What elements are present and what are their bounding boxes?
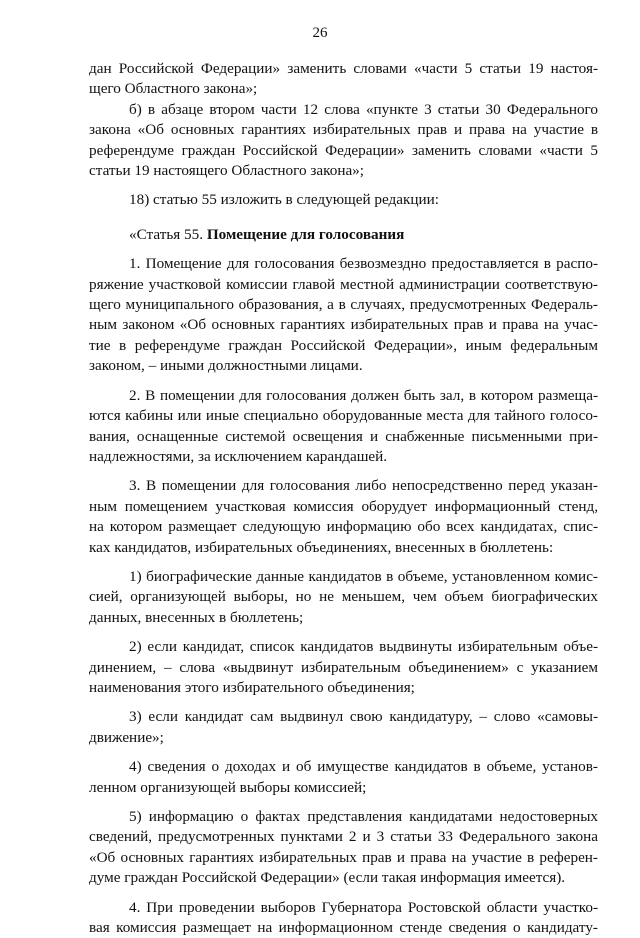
paragraph [89,757,598,798]
text-line: 2) если кандидат, список кандидатов выдвинуты избирательным объе- [129,638,598,656]
text-line: движение»; [89,728,164,746]
paragraph [89,637,598,698]
text-line: 4) сведения о доходах и об имуществе кандидатов в объеме, установ- [129,758,598,776]
text-line: ются кабины или иные специально оборудованные места для тайного голосо- [89,407,598,425]
text-line: б) в абзаце втором части 12 слова «пункте 3 статьи 30 Федерального [129,100,598,118]
text-line: дан Российской Федерации» заменить словами «части 5 статьи 19 настоя- [89,60,598,77]
text-line: 1. Помещение для голосования безвозмездно предоставляется в распо- [129,255,598,273]
article-heading-prefix: «Статья 55. [129,225,207,243]
text-line: на котором размещает следующую информацию обо всех кандидатах, спис- [89,518,598,536]
text-line: ным законом «Об основных гарантиях избирательных прав и права на учас- [89,316,598,334]
text-line: ным помещением участковая комиссия оборудует информационный стенд, [89,497,598,515]
text-line: наименования этого избирательного объединения; [89,678,415,696]
paragraph [89,707,598,748]
text-line: динением, – слова «выдвинут избирательным объединением» с указанием [89,658,598,676]
text-line: референдуме граждан Российской Федерации» заменить словами «части 5 [89,141,598,159]
text-line: 1) биографические данные кандидатов в объеме, установленном комис- [129,567,598,585]
article-heading-title: Помещение для голосования [206,225,405,243]
paragraph [89,190,598,210]
paragraph [89,807,598,889]
text-line: данных, внесенных в бюллетень; [89,608,304,626]
paragraph [89,476,598,558]
page-number: 26 [312,25,328,41]
text-line: надлежностями, за исключением карандашей. [89,447,388,465]
text-line: 18) статью 55 изложить в следующей редакции: [129,191,439,209]
text-line: ряжение участковой комиссии главой местной администрации соответствую- [89,275,598,293]
text-line: статьи 19 настоящего Областного закона»; [89,162,364,180]
text-line: щего муниципального образования, а в случаях, предусмотренных Федераль- [89,296,598,314]
text-line: 4. При проведении выборов Губернатора Ростовской области участко- [129,898,598,916]
text-line: закона «Об основных гарантиях избирательных прав и права на участие в [89,121,598,139]
text-line: вания, оснащенные системой освещения и снабженные письменными при- [89,427,598,445]
text-line: думе граждан Российской Федерации» (если такая информация имеется). [89,869,566,887]
paragraph [89,567,598,628]
article-heading [89,225,598,245]
text-line: законом, – иными должностными лицами. [89,357,363,375]
text-line: ленном организующей выборы комиссией; [89,778,367,796]
paragraph [89,254,598,376]
text-line: 5) информацию о фактах представления кандидатами недостоверных [129,808,598,825]
text-line: ках кандидатов, избирательных объединениях, внесенных в бюллетень: [89,538,554,556]
text-line: сведений, предусмотренных пунктами 2 и 3 статьи 33 Федерального закона [89,828,598,846]
paragraph [89,386,598,468]
text-line: 3) если кандидат сам выдвинул свою кандидатуру, – слово «самовы- [129,708,598,726]
paragraph-continuation [89,59,598,100]
document-body [89,59,598,938]
article-heading-line [89,225,598,245]
text-line: 2. В помещении для голосования должен быть зал, в котором размеща- [129,386,598,404]
text-line: «Об основных гарантиях избирательных прав и права на участие в референ- [89,848,598,866]
text-line: вая комиссия размещает на информационном стенде сведения о кандидату- [89,919,598,937]
text-line: 3. В помещении для голосования либо непосредственно перед указан- [129,477,598,495]
text-line: щего Областного закона»; [89,80,258,98]
text-line: тие в референдуме граждан Российской Федерации», иным федеральным [89,336,598,354]
paragraph [89,100,598,182]
paragraph [89,898,598,938]
text-line: сией, организующей выборы, но не меньшем, чем объем биографических [89,588,598,606]
